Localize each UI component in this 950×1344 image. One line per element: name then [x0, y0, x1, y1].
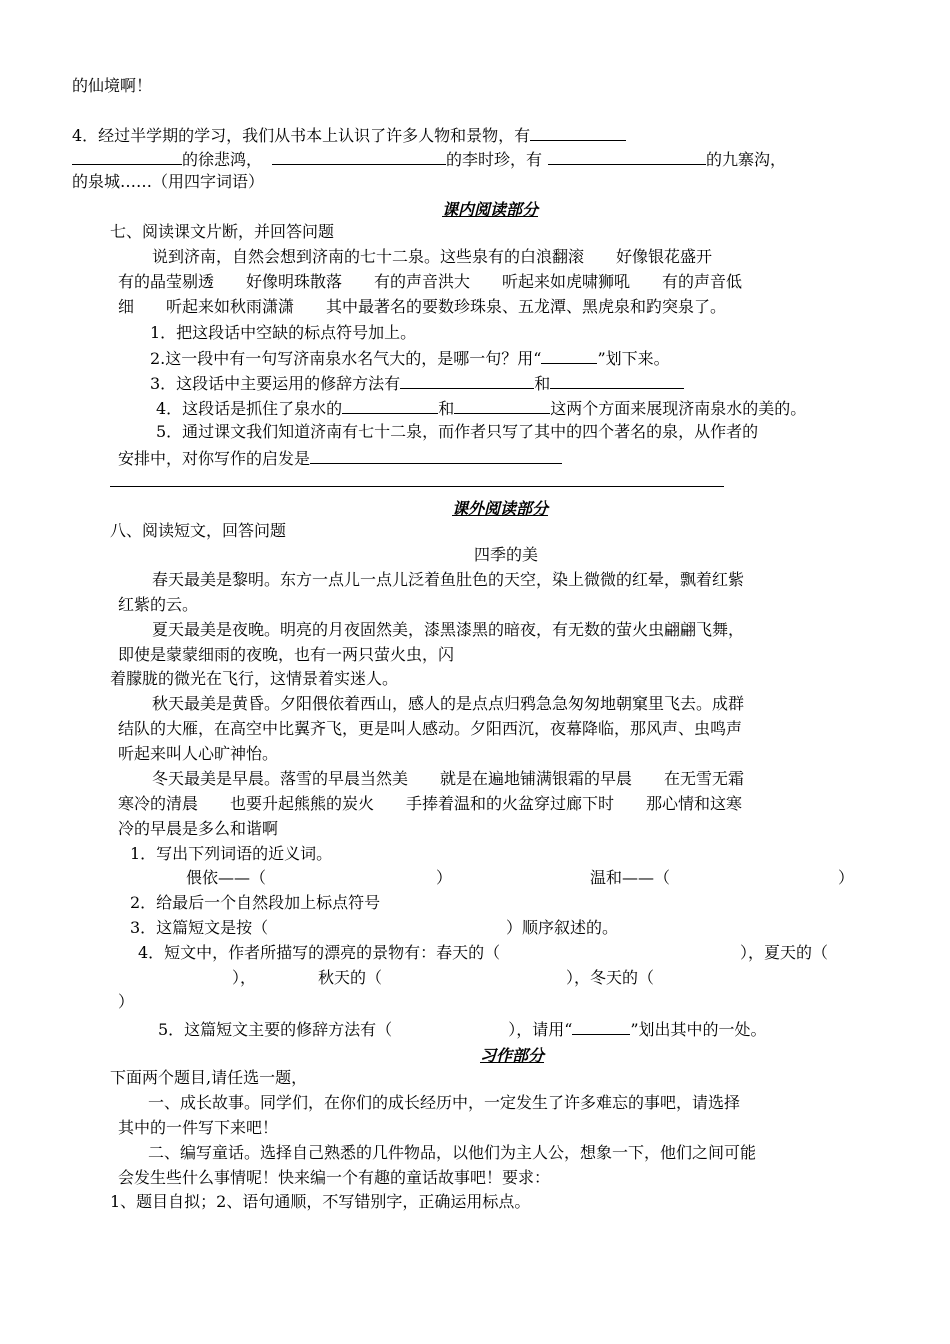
- q8-question-3: 3．这篇短文是按（: [130, 918, 269, 937]
- q8-q4-close-winter[interactable]: ）: [118, 992, 135, 1011]
- q8-q1-answer-a[interactable]: ）: [436, 868, 453, 887]
- q7-q3-blank-2[interactable]: [550, 372, 684, 389]
- essay-autumn-line1: 秋天最美是黄昏。夕阳偎依着西山，感人的是点点归鸦急急匆匆地朝窠里飞去。成群: [152, 694, 745, 713]
- essay-title: 四季的美: [474, 545, 539, 564]
- section-title-writing: 习作部分: [480, 1046, 545, 1065]
- section-title-out-class: 课外阅读部分: [452, 499, 549, 518]
- writing-option-1-line2: 其中的一件写下来吧！: [118, 1118, 279, 1137]
- q7-q4-blank-2[interactable]: [454, 397, 550, 414]
- divider-line: [110, 486, 724, 487]
- q8-q4-winter[interactable]: ），冬天的（: [566, 968, 655, 987]
- essay-winter-line3: 冷的早晨是多么和谐啊: [118, 819, 279, 838]
- q4-blank-2[interactable]: [72, 148, 182, 165]
- q7-passage-line3: 细 听起来如秋雨潇潇 其中最著名的要数珍珠泉、五龙潭、黑虎泉和趵突泉了。: [118, 297, 727, 316]
- q4-line1: 4．经过半学期的学习，我们从书本上认识了许多人物和景物，有: [72, 124, 626, 146]
- q4-line3: 的泉城……（用四字词语）: [72, 172, 265, 191]
- q7-underline-sample: [541, 347, 597, 364]
- q8-q1-answer-b[interactable]: ）: [838, 868, 855, 887]
- q7-question-1: 1．把这段话中空缺的标点符号加上。: [150, 323, 417, 342]
- writing-option-1-line1: 一、成长故事。同学们，在你们的成长经历中，一定发生了许多难忘的事吧，请选择: [148, 1093, 741, 1112]
- q7-passage-line1: 说到济南，自然会想到济南的七十二泉。这些泉有的白浪翻滚 好像银花盛开: [152, 247, 713, 266]
- q8-question-4: 4．短文中，作者所描写的漂亮的景物有：春天的（: [138, 943, 501, 962]
- q7-title: 七、阅读课文片断，并回答问题: [110, 222, 335, 241]
- q4-blank-1[interactable]: [530, 124, 626, 141]
- essay-autumn-line2: 结队的大雁，在高空中比翼齐飞，更是叫人感动。夕阳西沉，夜幕降临，那风声、虫鸣声: [118, 719, 743, 738]
- essay-summer-line2: 即使是蒙蒙细雨的夜晚，也有一两只萤火虫，闪: [118, 645, 455, 664]
- q8-q4-summer[interactable]: ），夏天的（: [740, 943, 829, 962]
- q7-q4-blank-1[interactable]: [342, 397, 438, 414]
- q7-question-2: 2.这一段中有一句写济南泉水名气大的，是哪一句？用“ ”划下来。: [150, 349, 670, 368]
- q7-passage-line2: 有的晶莹剔透 好像明珠散落 有的声音洪大 听起来如虎啸狮吼 有的声音低: [118, 272, 743, 291]
- q4-line2: 的徐悲鸿， 的李时珍，有 的九寨沟，: [72, 148, 786, 170]
- writing-option-2-line1: 二、编写童话。选择自己熟悉的几件物品，以他们为主人公，想象一下，他们之间可能: [148, 1143, 757, 1162]
- q8-q3-tail[interactable]: ）顺序叙述的。: [506, 918, 619, 937]
- section-title-in-class: 课内阅读部分: [442, 200, 539, 219]
- q8-q4-close-summer[interactable]: ），: [232, 968, 257, 987]
- q4-blank-3[interactable]: [272, 148, 446, 165]
- q8-underline-sample: [572, 1018, 630, 1035]
- q8-q4-autumn: 秋天的（: [318, 968, 383, 987]
- q7-question-5: 5．通过课文我们知道济南有七十二泉，而作者只写了其中的四个著名的泉，从作者的: [156, 422, 759, 441]
- q8-q1-word-a: 偎依——（: [186, 868, 267, 887]
- writing-requirements: 1、题目自拟；2、语句通顺，不写错别字，正确运用标点。: [110, 1192, 531, 1211]
- writing-intro: 下面两个题目,请任选一题，: [110, 1068, 308, 1087]
- q6-tail: 的仙境啊！: [72, 76, 153, 95]
- essay-summer-line1: 夏天最美是夜晚。明亮的月夜固然美，漆黑漆黑的暗夜，有无数的萤火虫翩翩飞舞，: [152, 620, 745, 639]
- q8-question-5: 5．这篇短文主要的修辞方法有（ ），请用“ ”划出其中的一处。: [158, 1020, 767, 1039]
- essay-spring-line2: 红紫的云。: [118, 595, 199, 614]
- q8-question-1: 1．写出下列词语的近义词。: [130, 844, 333, 863]
- essay-spring-line1: 春天最美是黎明。东方一点儿一点儿泛着鱼肚色的天空，染上微微的红晕，飘着红紫: [152, 570, 745, 589]
- essay-winter-line2: 寒冷的清晨 也要升起熊熊的炭火 手捧着温和的火盆穿过廊下时 那心情和这寒: [118, 794, 743, 813]
- q8-q1-word-b: 温和——（: [590, 868, 671, 887]
- q8-question-2: 2．给最后一个自然段加上标点符号: [130, 893, 381, 912]
- q8-title: 八、阅读短文，回答问题: [110, 521, 287, 540]
- essay-summer-line3: 着朦胧的微光在飞行，这情景着实迷人。: [110, 669, 399, 688]
- q4-blank-4[interactable]: [548, 148, 706, 165]
- q7-question-5-cont: 安排中，对你写作的启发是: [118, 447, 562, 469]
- writing-option-2-line2: 会发生些什么事情呢！快来编一个有趣的童话故事吧！要求：: [118, 1168, 551, 1187]
- essay-autumn-line3: 听起来叫人心旷神怡。: [118, 744, 279, 763]
- essay-winter-line1: 冬天最美是早晨。落雪的早晨当然美 就是在遍地铺满银霜的早晨 在无雪无霜: [152, 769, 745, 788]
- q7-question-3: 3．这段话中主要运用的修辞方法有 和: [150, 372, 684, 394]
- q7-q3-blank-1[interactable]: [400, 372, 534, 389]
- q7-q5-blank[interactable]: [310, 447, 562, 464]
- q7-question-4: 4．这段话是抓住了泉水的 和 这两个方面来展现济南泉水的美的。: [156, 399, 807, 418]
